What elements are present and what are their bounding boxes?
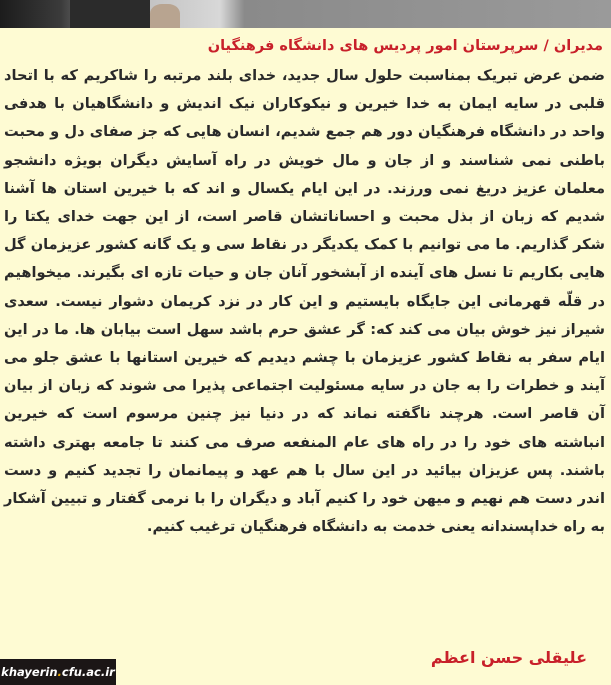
letter-body: ضمن عرض تبریک بمناسبت حلول سال جدید، خدای بلند مرتبه را شاکریم که با اتحاد قلبی در سایه ایمان به خدا خیرین و نیکوکاران نیک اندیش و دانشگاهیان با هدفی واحد در دانشگاه فرهنگیان دور هم جمع شدیم، انسان هایی که جز صفای دل و محبت باطنی نمی شناسند و از جان و مال خویش در راه آسایش دیگران بویژه دانشجو معلمان عزیز دریغ نمی ورزند. در این ایام یکسال و اند که با خیرین استان ها آشنا شدیم که زبان از بذل محبت و احساناتشان قاصر است، از این جهت خدای یکتا را شکر گذاریم. ما می توانیم با کمک یکدیگر در نقاط سی و یک گانه کشور عزیزمان گل هایی بکاریم تا نسل های آینده از آبشخور آنان جان و حیات تازه ای بگیرند. میخواهیم در قلّه قهرمانی این جایگاه بایستیم و این کار در نزد کریمان دشوار نیست. سعدی شیراز نیز خوش بیان می کند که: گر عشق حرم باشد سهل است بیابان ها. ما در این ایام سفر به نقاط کشور عزیزمان با چشم دیدیم که خیرین استانها با عشق جلو می آیند و خطرات را به جان در سایه مسئولیت اجتماعی پذیرا می شوند که زبان از بیان آن قاصر است. هرچند ناگفته نماند که در دنیا نیز چنین مرسوم است که خیرین انباشته های خود را در راه های عام المنفعه صرف می کنند تا جامعه بهتری داشته باشند. پس عزیزان بیائید در این سال با هم عهد و پیمانمان را تجدید کنیم و دست اندر دست هم نهیم و میهن خود را کنیم آباد و دیگران را با نرمی گفتار و تبیین آشکار به راه خداپسندانه یعنی خدمت به دانشگاه فرهنگیان ترغیب کنیم.: [4, 67, 605, 536]
site-watermark: [0, 659, 116, 685]
watermark-dot: .: [57, 665, 62, 679]
photo-hand: [150, 4, 180, 28]
watermark-name: khayerin: [1, 665, 58, 679]
header-photo: [0, 0, 611, 28]
salutation-heading: مدیران / سرپرستان امور پردیس های دانشگاه فرهنگیان: [207, 38, 603, 54]
photo-figure: [70, 0, 150, 28]
watermark-domain: cfu.ac.ir: [61, 665, 115, 679]
signature: علیقلی حسن اعظم: [430, 648, 587, 667]
